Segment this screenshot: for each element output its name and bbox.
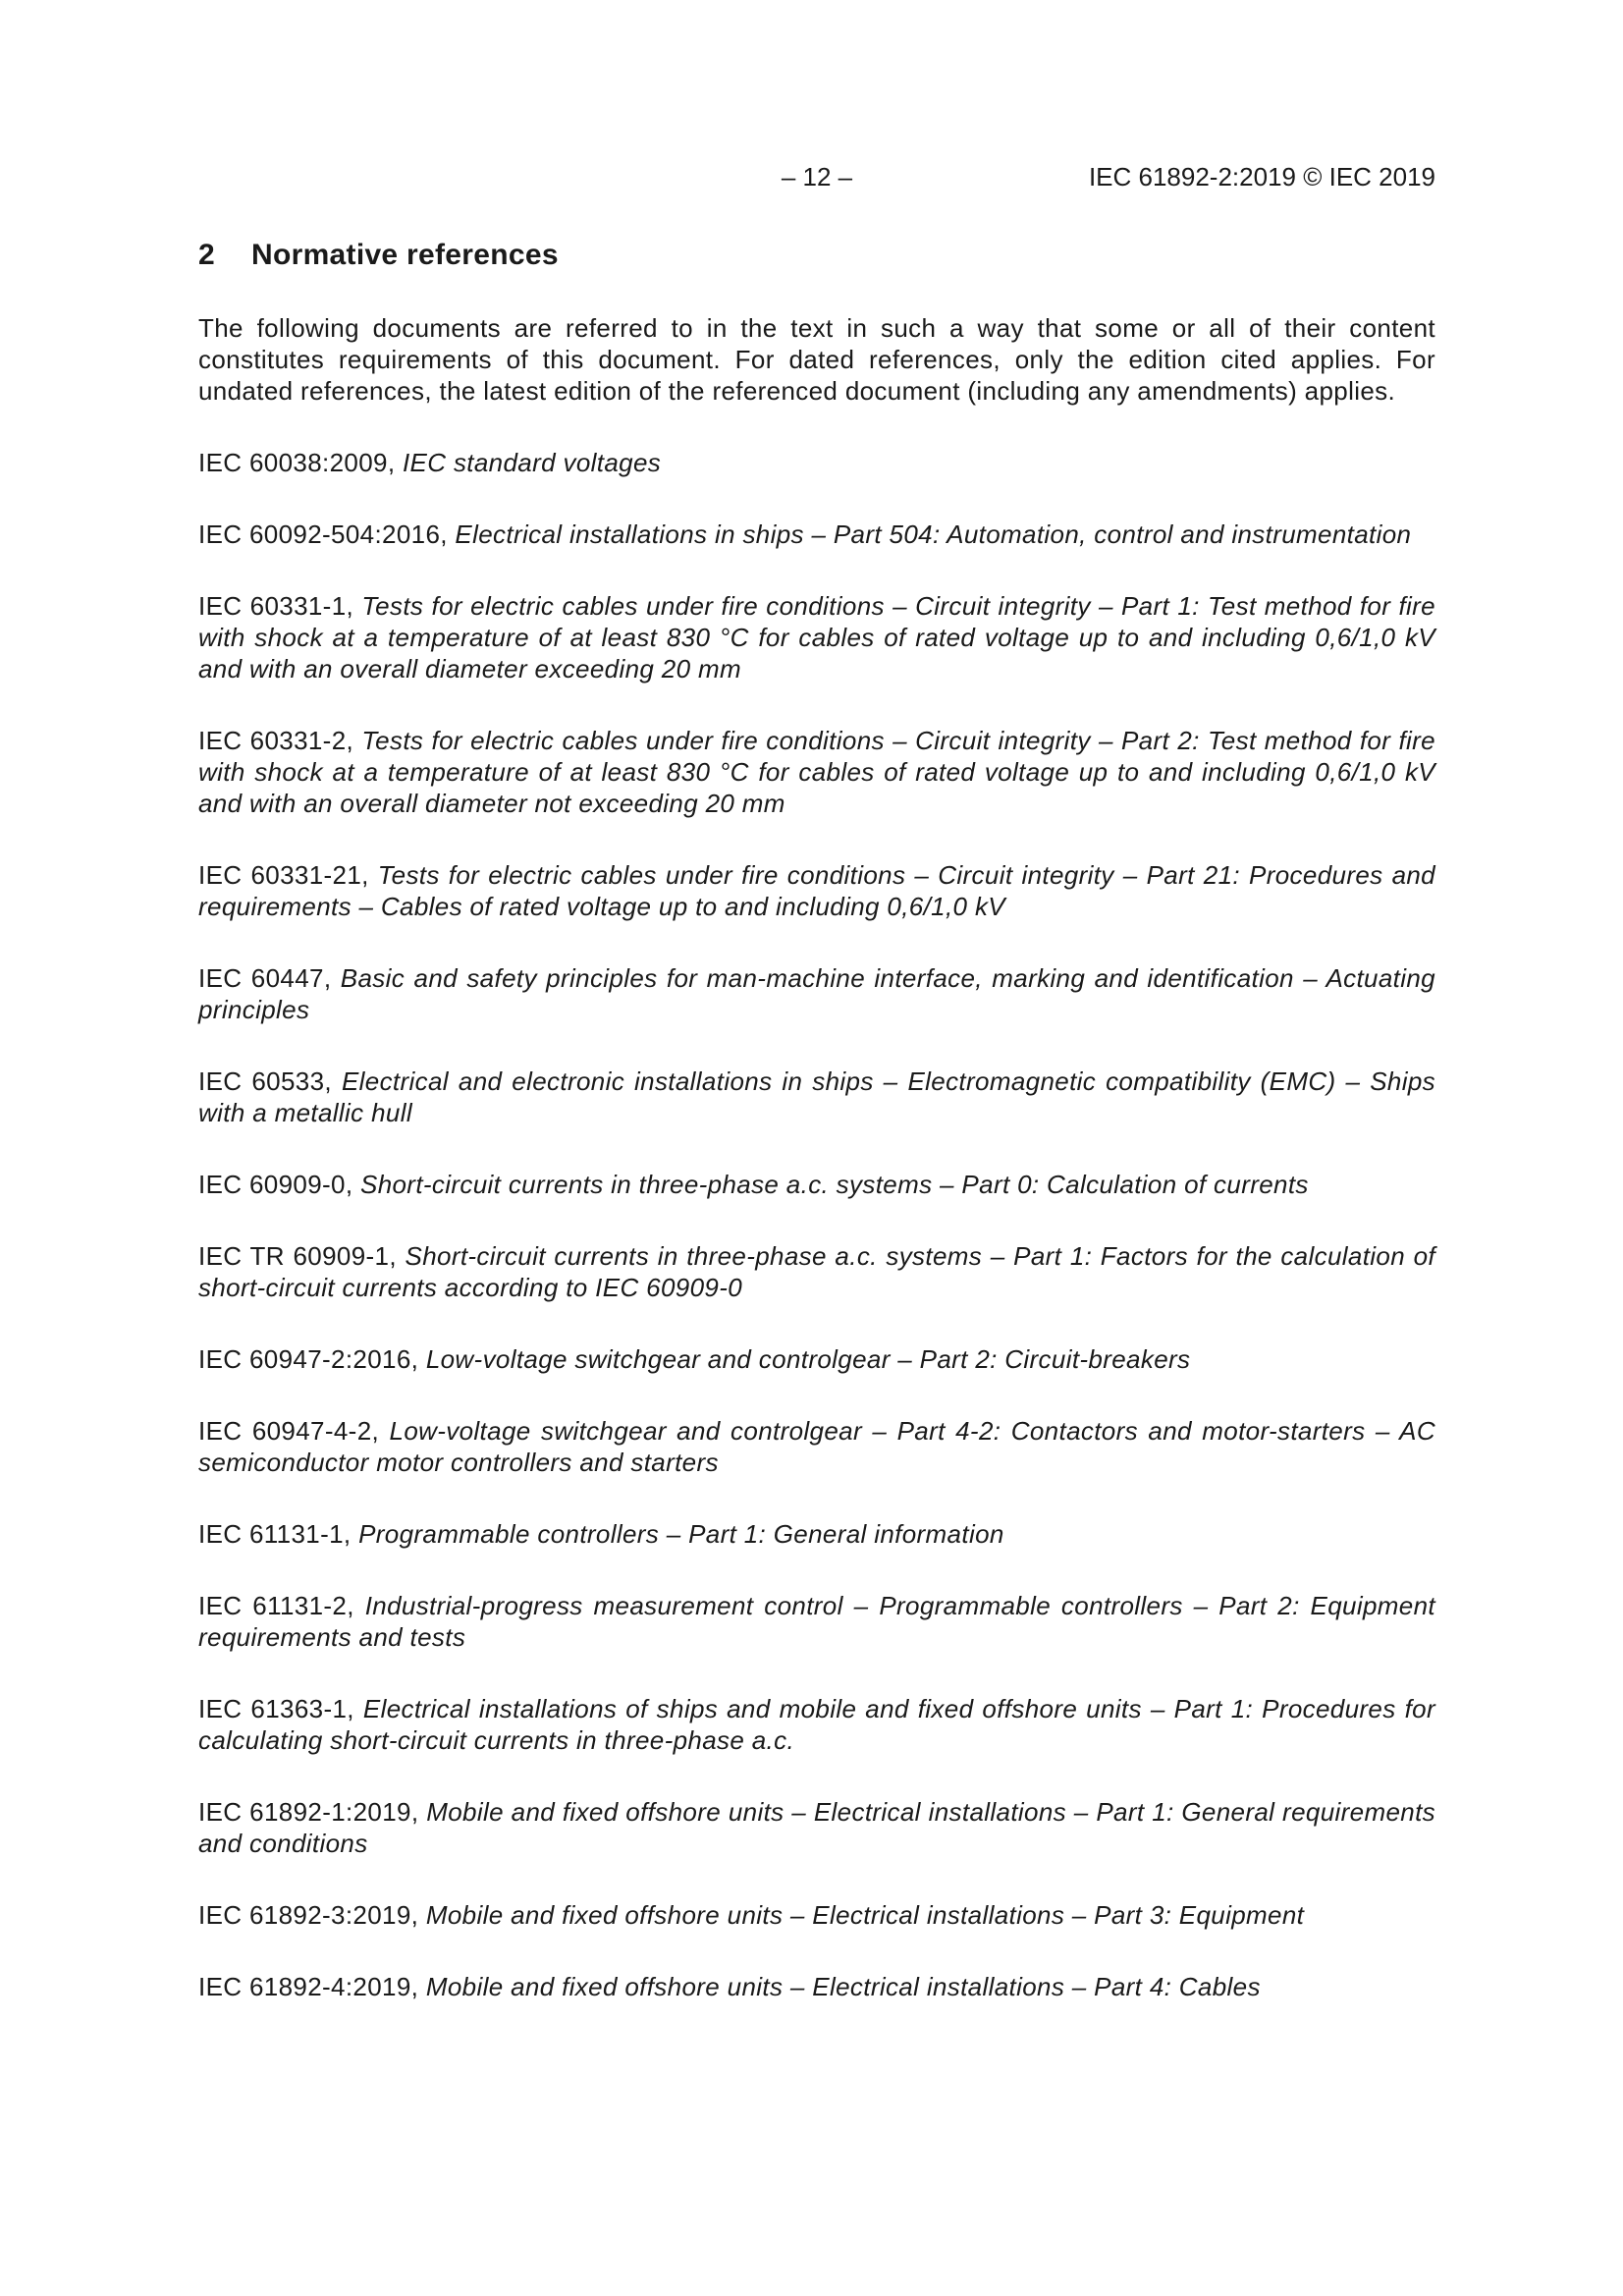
reference-title: Short-circuit currents in three-phase a.c. systems – Part 0: Calculation of currents: [360, 1170, 1309, 1199]
reference-entry: [198, 1899, 1435, 1931]
reference-entry: [198, 1971, 1435, 2002]
document-id: IEC 61892-2:2019 © IEC 2019: [1088, 162, 1435, 191]
reference-entry: [198, 519, 1435, 550]
reference-id: IEC 60447,: [198, 963, 332, 993]
reference-title: Low-voltage switchgear and controlgear – Part 4-2: Contactors and motor-starters – AC semiconductor motor controllers and starters: [198, 1416, 1435, 1477]
reference-id: IEC 61892-4:2019,: [198, 1972, 419, 2001]
reference-entry: [198, 590, 1435, 684]
reference-entry: [198, 447, 1435, 478]
reference-list: [198, 447, 1435, 2002]
reference-entry: [198, 725, 1435, 819]
reference-id: IEC 60947-2:2016,: [198, 1344, 419, 1374]
reference-entry: [198, 1066, 1435, 1128]
page-number: – 12 –: [781, 162, 853, 191]
reference-entry: [198, 1169, 1435, 1200]
reference-title: Mobile and fixed offshore units – Electrical installations – Part 3: Equipment: [425, 1900, 1305, 1930]
reference-id: IEC 61131-2,: [198, 1591, 354, 1620]
section-title: Normative references: [251, 239, 559, 271]
reference-id: IEC 61892-3:2019,: [198, 1900, 419, 1930]
document-body: [198, 312, 1435, 2043]
reference-title: Mobile and fixed offshore units – Electrical installations – Part 4: Cables: [425, 1972, 1261, 2001]
page-header: [198, 159, 1435, 194]
reference-title: Short-circuit currents in three-phase a.c. systems – Part 1: Factors for the calculation of short-circuit currents according to IEC 60909-0: [198, 1241, 1435, 1302]
reference-title: Tests for electric cables under fire conditions – Circuit integrity – Part 1: Test method for fire with shock at a temperature of at least 830 °C for cables of rated voltage up to and including 0,6/1,0 kV and with an overall diameter exceeding 20 mm: [198, 591, 1435, 683]
section-number: 2: [198, 239, 215, 271]
reference-id: IEC 60909-0,: [198, 1170, 353, 1199]
reference-entry: [198, 1240, 1435, 1303]
reference-id: IEC 60947-4-2,: [198, 1416, 380, 1446]
reference-entry: [198, 1518, 1435, 1550]
reference-entry: [198, 859, 1435, 922]
reference-title: Programmable controllers – Part 1: General information: [358, 1519, 1004, 1549]
reference-entry: [198, 1590, 1435, 1653]
reference-id: IEC 60331-21,: [198, 860, 369, 890]
reference-title: Industrial-progress measurement control – Programmable controllers – Part 2: Equipment requirements and tests: [198, 1591, 1435, 1652]
reference-title: Electrical and electronic installations in ships – Electromagnetic compatibility (EMC) – Ships with a metallic hull: [198, 1066, 1436, 1127]
reference-id: IEC 60092-504:2016,: [198, 519, 448, 549]
reference-id: IEC 60331-2,: [198, 726, 354, 755]
reference-entry: [198, 962, 1435, 1025]
reference-id: IEC 61363-1,: [198, 1694, 354, 1723]
reference-title: Electrical installations of ships and mobile and fixed offshore units – Part 1: Procedures for calculating short-circuit currents in three-phase a.c.: [198, 1694, 1435, 1755]
section-heading: [198, 236, 559, 275]
intro-paragraph: The following documents are referred to in the text in such a way that some or all of their content constitutes requirements of this document. For dated references, only the edition cited applies. For undated references, the latest edition of the referenced document (including any amendments) applies.: [198, 313, 1435, 406]
reference-title: Tests for electric cables under fire conditions – Circuit integrity – Part 2: Test method for fire with shock at a temperature of at least 830 °C for cables of rated voltage up to and including 0,6/1,0 kV and with an overall diameter not exceeding 20 mm: [198, 726, 1435, 818]
reference-entry: [198, 1693, 1435, 1756]
reference-id: IEC 60533,: [198, 1066, 332, 1096]
reference-entry: [198, 1343, 1435, 1375]
reference-id: IEC 60038:2009,: [198, 448, 396, 477]
reference-id: IEC 61892-1:2019,: [198, 1797, 419, 1827]
reference-title: Electrical installations in ships – Part 504: Automation, control and instrumentation: [455, 519, 1412, 549]
reference-id: IEC 60331-1,: [198, 591, 354, 621]
reference-title: Mobile and fixed offshore units – Electrical installations – Part 1: General requirements and conditions: [198, 1797, 1435, 1858]
reference-entry: [198, 1415, 1435, 1478]
reference-id: IEC TR 60909-1,: [198, 1241, 397, 1271]
reference-entry: [198, 1796, 1435, 1859]
reference-title: Tests for electric cables under fire conditions – Circuit integrity – Part 21: Procedures and requirements – Cables of rated voltage up to and including 0,6/1,0 kV: [198, 860, 1435, 921]
reference-title: Low-voltage switchgear and controlgear – Part 2: Circuit-breakers: [425, 1344, 1191, 1374]
reference-title: IEC standard voltages: [402, 448, 662, 477]
reference-title: Basic and safety principles for man-machine interface, marking and identification – Actuating principles: [198, 963, 1435, 1024]
reference-id: IEC 61131-1,: [198, 1519, 352, 1549]
